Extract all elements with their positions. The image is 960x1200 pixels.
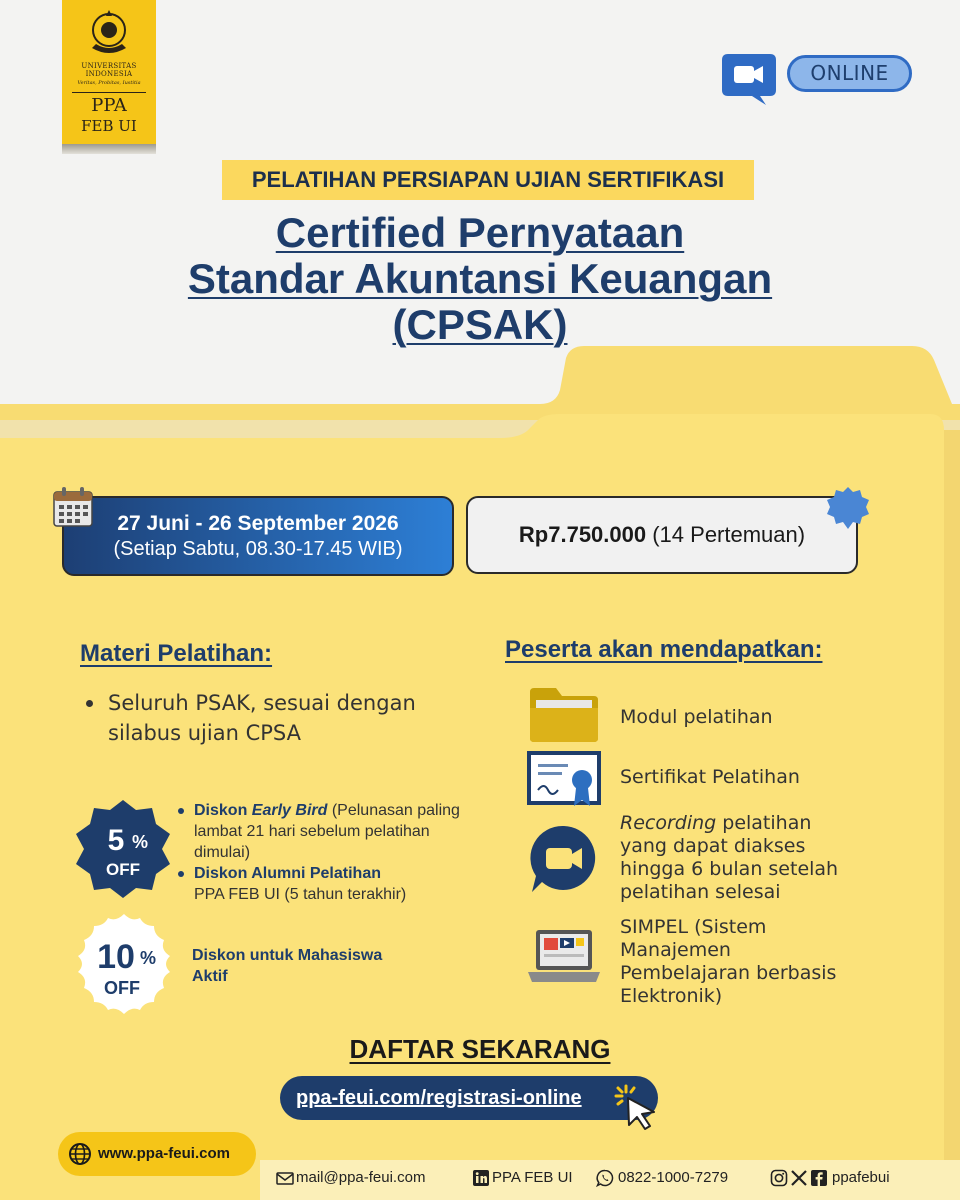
early-bird-detail: (Pelunasan paling lambat 21 hari sebelum pelatihan dimulai) <box>194 802 460 861</box>
price-box <box>466 496 858 574</box>
website-text[interactable]: www.ppa-feui.com <box>98 1145 230 1162</box>
price-amount: Rp7.750.000 <box>518 522 647 547</box>
schedule-dates: 27 Juni - 26 September 2026 <box>117 512 399 535</box>
title-line-2: Standar Akuntansi Keuangan <box>187 255 773 302</box>
online-label: ONLINE <box>810 61 889 85</box>
discount-10-off: OFF <box>104 978 140 998</box>
alumni-detail: PPA FEB UI (5 tahun terakhir) <box>194 886 407 903</box>
ppa-feb-ui-logo <box>62 0 156 154</box>
alumni-label: Diskon Alumni Pelatihan <box>194 865 381 882</box>
whatsapp-icon <box>596 1169 614 1187</box>
recording-emphasis: Recording <box>620 812 717 834</box>
discount-list <box>176 800 466 905</box>
contact-linkedin[interactable]: PPA FEB UI <box>492 1169 573 1186</box>
contact-whatsapp[interactable]: 0822-1000-7279 <box>618 1169 729 1186</box>
registration-link-text[interactable]: ppa-feui.com/registrasi-online <box>296 1087 582 1109</box>
discount-alumni <box>176 863 466 905</box>
linkedin-icon <box>472 1169 490 1187</box>
discount-10-badge <box>72 912 176 1016</box>
online-badge <box>787 55 912 92</box>
discount-5-pct: 5 <box>107 824 125 857</box>
early-bird-prefix: Diskon <box>194 802 252 819</box>
discount-5-off: OFF <box>106 860 140 879</box>
early-bird-emphasis: Early Bird <box>251 802 328 819</box>
registration-link[interactable] <box>280 1076 658 1120</box>
training-subtitle: PELATIHAN PERSIAPAN UJIAN SERTIFIKASI <box>222 160 754 200</box>
benefit-sertifikat: Sertifikat Pelatihan <box>620 766 800 788</box>
makara-crest-icon <box>82 6 136 62</box>
register-heading: DAFTAR SEKARANG <box>349 1034 611 1064</box>
contact-email[interactable]: mail@ppa-feui.com <box>296 1169 426 1186</box>
price-sessions: (14 Pertemuan) <box>652 522 806 547</box>
discount-5-sign: % <box>131 832 149 852</box>
logo-faculty: FEB UI <box>81 117 137 135</box>
benefit-recording <box>620 812 860 904</box>
x-icon <box>790 1169 808 1187</box>
benefit-modul: Modul pelatihan <box>620 706 773 728</box>
folder-icon <box>526 686 602 744</box>
discount-10-pct: 10 <box>97 938 135 976</box>
bullet-dot <box>178 871 184 877</box>
schedule-time: (Setiap Sabtu, 08.30-17.45 WIB) <box>113 538 403 560</box>
discount-student: Diskon untuk Mahasiswa Aktif <box>192 947 383 985</box>
logo-divider <box>72 92 146 93</box>
discount-10-sign: % <box>139 948 157 968</box>
email-icon <box>276 1169 294 1187</box>
logo-motto: Veritas, Probitas, Iustitia <box>77 80 141 86</box>
materi-item-text: Seluruh PSAK, sesuai dengan silabus ujian CPSA <box>108 691 416 745</box>
laptop-icon <box>526 926 602 990</box>
peserta-heading: Peserta akan mendapatkan: <box>505 636 823 663</box>
cursor-click-icon <box>612 1082 662 1132</box>
contact-social[interactable]: ppafebui <box>832 1169 890 1186</box>
materi-heading: Materi Pelatihan: <box>80 640 273 667</box>
title-line-3: (CPSAK) <box>392 301 568 348</box>
recording-text: pelatihan yang dapat diakses hingga 6 bulan setelah pelatihan selesai <box>620 812 839 903</box>
benefit-simpel: SIMPEL (Sistem Manajemen Pembelajaran berbasis Elektronik) <box>620 916 837 1007</box>
seal-badge-icon <box>826 486 870 530</box>
schedule-box <box>62 496 454 576</box>
bullet-dot <box>86 700 93 707</box>
globe-icon <box>68 1142 92 1166</box>
certificate-icon <box>526 750 602 810</box>
logo-unit: PPA <box>91 95 127 116</box>
logo-university: UNIVERSITAS INDONESIA <box>81 62 137 78</box>
instagram-icon <box>770 1169 788 1187</box>
logo-shadow <box>62 144 156 154</box>
facebook-icon <box>810 1169 828 1187</box>
calendar-icon <box>50 484 96 530</box>
video-camera-icon <box>526 822 602 894</box>
page-title <box>130 210 830 348</box>
discount-5-badge <box>72 798 174 900</box>
bullet-dot <box>178 808 184 814</box>
title-line-1: Certified Pernyataan <box>275 209 685 256</box>
discount-early-bird <box>176 800 466 863</box>
video-chat-icon <box>720 52 778 106</box>
materi-item <box>86 688 456 748</box>
